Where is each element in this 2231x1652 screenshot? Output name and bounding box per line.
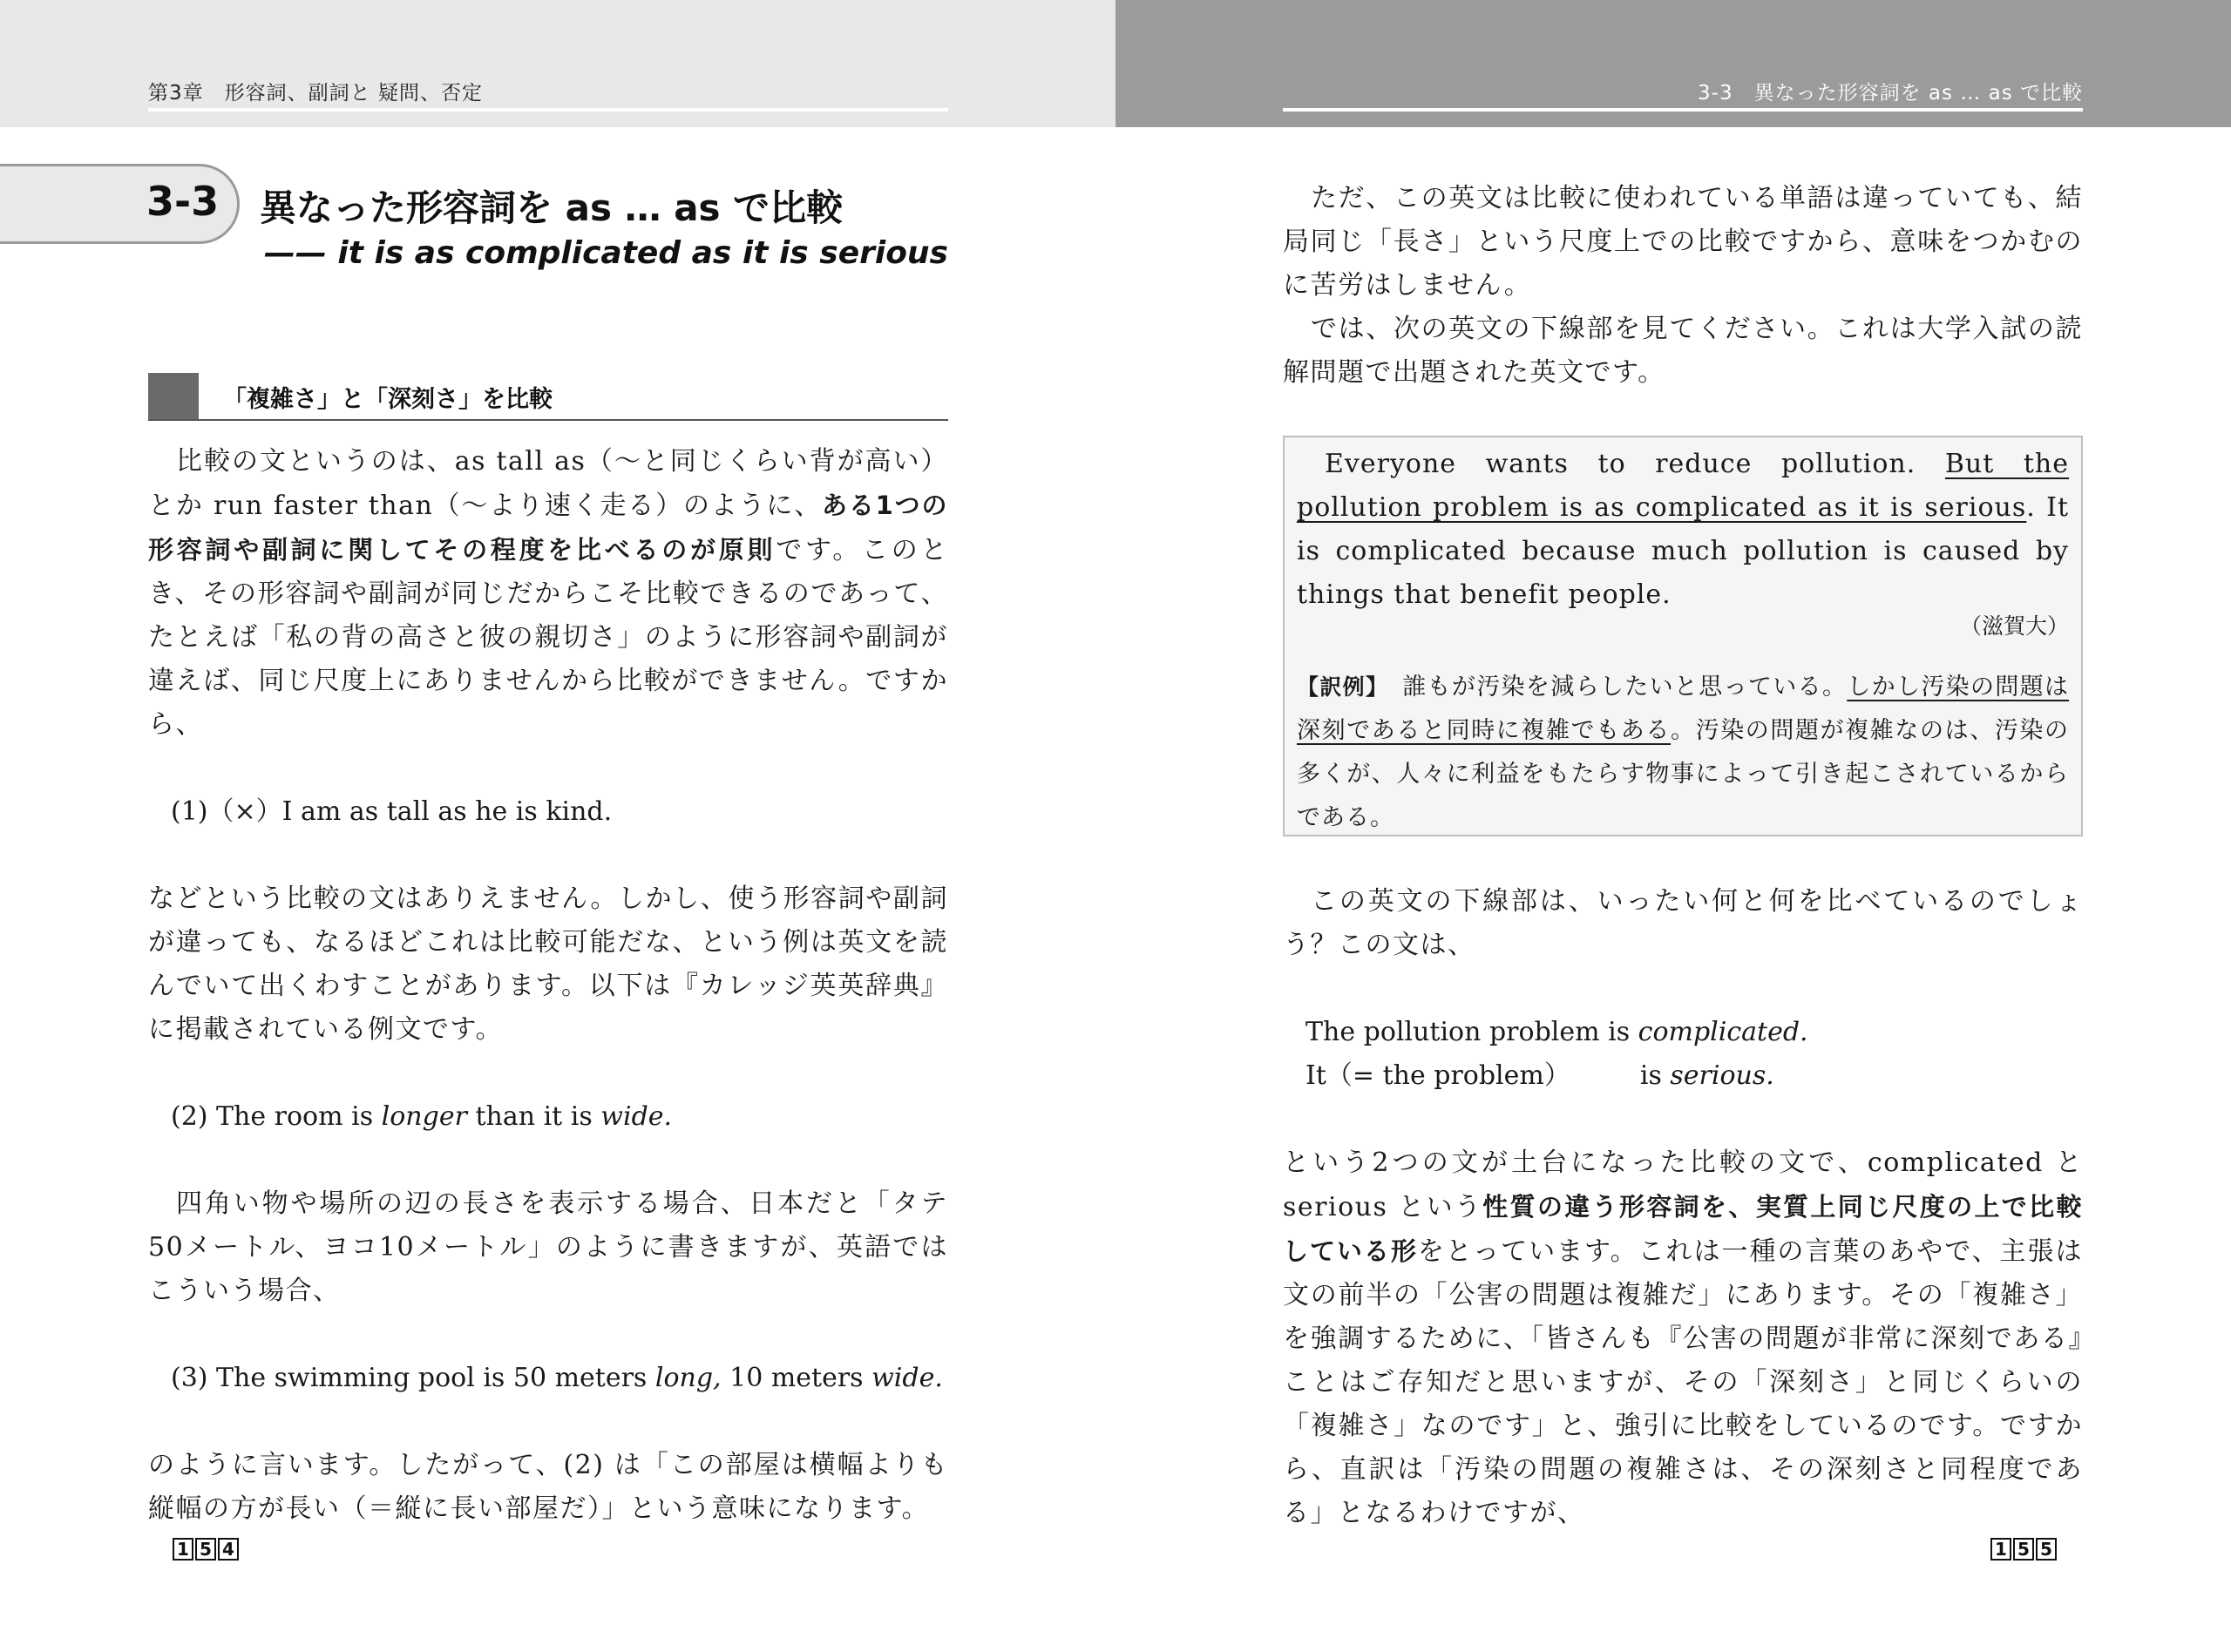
subsection-marker	[148, 373, 199, 420]
right-paragraph-3: この英文の下線部は、いったい何と何を比べているのでしょう？この文は、	[1283, 886, 2083, 960]
right-page-body-top	[1283, 177, 2083, 395]
example-2	[148, 1095, 948, 1139]
left-paragraph-1	[148, 440, 948, 747]
italic-word: serious.	[1670, 1060, 1774, 1091]
text-run: 誰もが汚染を減らしたいと思っている。	[1377, 674, 1848, 701]
text-run: . It is complicated because much pollution is caused by things that benefit people.	[1297, 492, 2070, 610]
text-run: 10 meters	[721, 1363, 872, 1393]
right-header-rule	[1283, 108, 2083, 112]
page-digit: 1	[173, 1538, 193, 1561]
text-run: (2) The room is	[171, 1101, 382, 1132]
text-run: Everyone wants to reduce pollution.	[1325, 449, 1945, 479]
text-run: という2つの文が土台になった比較の文で、complicated と serious という	[1283, 1148, 2083, 1222]
page-digit: 5	[2036, 1538, 2057, 1561]
right-page-body-bottom	[1283, 880, 2083, 1535]
page-digit: 5	[2013, 1538, 2034, 1561]
left-page-number	[173, 1538, 239, 1561]
left-header-rule	[148, 108, 948, 112]
italic-word: wide.	[871, 1363, 943, 1393]
passage-translation	[1297, 666, 2069, 840]
subsection-rule	[148, 419, 948, 421]
example-1: (1)（×）I am as tall as he is kind.	[171, 796, 613, 827]
text-run: をとっています。これは一種の言葉のあやで、主張は文の前半の「公害の問題は複雑だ」にあります。その「複雑さ」を強調するために、「皆さんも『公害の問題が非常に深刻である』ことはご存知だと思いますが、その「深刻さ」と同じくらいの「複雑さ」なのです」と、強引に比較をしているのです。ですから、直訳は「汚染の問題の複雑さは、その深刻さと同程度である」となるわけですが、	[1283, 1236, 2083, 1528]
left-paragraph-4: のように言います。したがって、(2) は「この部屋は横幅よりも縦幅の方が長い（＝縦に長い部屋だ）」という意味になります。	[148, 1450, 948, 1524]
translation-label: 【訳例】	[1297, 674, 1378, 700]
italic-word: wide.	[600, 1101, 673, 1132]
text-run: (3) The swimming pool is 50 meters	[171, 1363, 655, 1393]
left-paragraph-2: などという比較の文はありえません。しかし、使う形容詞や副詞が違っても、なるほどこれは比較可能だな、という例は英文を読んでいて出くわすことがあります。以下は『カレッジ英英辞典』に掲載されている例文です。	[148, 884, 948, 1045]
left-paragraph-3: 四角い物や場所の辺の長さを表示する場合、日本だと「タテ50メートル、ヨコ10メートル」のように書きますが、英語ではこういう場合、	[148, 1188, 948, 1306]
italic-word: long,	[654, 1363, 722, 1393]
bold-emphasis: ある1つの形容詞や副詞に関してその程度を比べるのが原則	[148, 491, 948, 565]
section-title: 異なった形容詞を as … as で比較	[260, 186, 844, 229]
text-run: The pollution problem is	[1305, 1017, 1638, 1047]
example-3	[148, 1357, 948, 1400]
text-run: is	[1639, 1060, 1671, 1091]
bold-emphasis: 性質の違う形容詞を、実質上同じ尺度の上で比較している形	[1283, 1192, 2083, 1266]
italic-word: complicated.	[1638, 1017, 1808, 1047]
right-running-head: 3-3 異なった形容詞を as … as で比較	[1698, 82, 2083, 105]
section-number: 3-3	[146, 178, 220, 225]
page-digit: 5	[195, 1538, 216, 1561]
sentence-1	[1283, 1011, 2083, 1054]
section-subtitle: —— it is as complicated as it is serious	[263, 235, 948, 271]
passage-english	[1297, 443, 2069, 617]
text-run: です。このとき、その形容詞や副詞が同じだからこそ比較できるのであって、たとえば「私の背の高さと彼の親切さ」のように形容詞や副詞が違えば、同じ尺度上にありませんから比較ができません。ですから、	[148, 535, 948, 740]
text-run: 比較の文というのは、as tall as（〜と同じくらい背が高い）とか run faster than（〜より速く走る）のように、	[148, 446, 948, 521]
text-run: It（= the problem）	[1305, 1060, 1570, 1091]
sentence-2	[1283, 1054, 2083, 1098]
text-run: 。汚染の問題が複雑なのは、汚染の多くが、人々に利益をもたらす物事によって引き起こされているからである。	[1297, 717, 2069, 831]
right-page-number	[1990, 1538, 2057, 1561]
italic-word: longer	[381, 1101, 467, 1132]
right-paragraph-4	[1283, 1141, 2083, 1535]
right-paragraph-1: ただ、この英文は比較に使われている単語は違っていても、結局同じ「長さ」という尺度上での比較ですから、意味をつかむのに苦労はしません。	[1283, 183, 2083, 301]
left-page-body	[148, 440, 948, 1531]
right-paragraph-2: では、次の英文の下線部を見てください。これは大学入試の読解問題で出題された英文です。	[1283, 314, 2083, 388]
quoted-passage-box	[1283, 436, 2083, 836]
page-digit: 4	[218, 1538, 239, 1561]
passage-source: （滋賀大）	[1959, 613, 2069, 639]
text-run: than it is	[466, 1101, 601, 1132]
underlined-passage: But the pollution problem is as complicated as it is serious	[1297, 449, 2070, 523]
left-running-head: 第3章 形容詞、副詞と 疑問、否定	[148, 82, 483, 105]
underlined-translation: しかし汚染の問題は深刻であると同時に複雑でもある	[1297, 674, 2070, 744]
subsection-title: 「複雑さ」と「深刻さ」を比較	[223, 386, 553, 413]
page-digit: 1	[1990, 1538, 2011, 1561]
